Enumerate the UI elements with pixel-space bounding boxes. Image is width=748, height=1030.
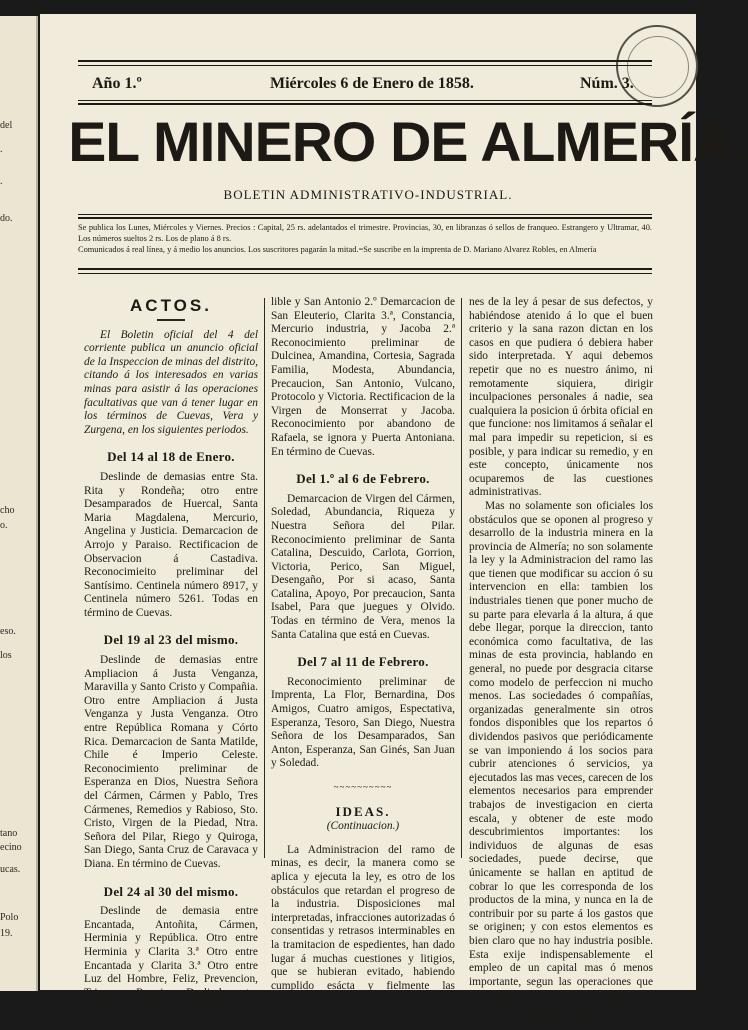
article-paragraph: La Administracion del ramo de minas, es decir, la manera como se aplica y ejecuta la ley, es otro de los obstáculos que retardan el progreso de la industria. Disposiciones mal interpretadas, infracciones autorizadas ó consentidas y retrasos interminables en la tramitacion de espedientes, han dado lugar á muchas cuestiones y litigios, que se hubieran evitado, habiendo cumplido esácta y fielmente las prescripcio- [271,843,455,1006]
notice-line: Se publica los Lunes, Miércoles y Viernes. Precios : Capital, 25 rs. adelantados el trimestre. Provincias, 30, en libranzas ó sellos de franqueo. Estrangero y Ultramar, 40. Los números sueltos 2 rs. Los de plano á 8 rs. [78,223,652,243]
left-fragment: do. [0,213,13,224]
notice-rule-bottom-thin [78,273,652,274]
masthead-subtitle: BOLETIN ADMINISTRATIVO-INDUSTRIAL. [223,187,513,202]
period-heading: Del 14 al 18 de Enero. [107,449,235,465]
library-stamp-icon [616,25,698,107]
top-rule-thin [78,65,652,66]
ideas-subheading: (Continuacion.) [326,820,400,833]
left-fragment: o. [0,520,8,531]
column-divider [461,298,462,858]
notice-rule-bottom [78,268,652,270]
article-paragraph: Deslinde de demasias entre Ampliacion á Justa Venganza, Maravilla y Santo Cristo y Compañia. Otro entre Ampliacion á Justa Venganza y Justa Venganza. Otro entre República Romana y Córto Rica. Demarcacion de Santa Matilde, Chile é Imperio Celeste. Reconocimiento preliminar de Esperanza en Dios, Nuestra Señora del Cármen, Cármen y Pablo, Tres Cármenes, Remedios y Rabioso, Sto. Cristo, Virgen de la Piedad, Ntra. Señora del Pilar, Riego y Quiroga, San Diego, Santa Cruz de Caravaca y Diana. En término de Cuevas. [84,654,258,870]
article-paragraph: Mas no solamente son oficiales los obstáculos que se oponen al progreso y desarrollo de la industria minera en la provincia de Almería; no son solamente la ley y la Administracion del ramo las que tienen que modificar su accion ó su intervencion en ella: tambien los industriales tienen que poner mucho de su parte para elevarla á la altura, á que debe llegar, porque la direccion, tanto económica como facultativa, de las minas de esta provincia, hablando en general, no puede por desgracia citarse como modelo de perfeccion ni mucho menos. Las sociedades ó compañías, organizadas generalmente sin otros fondos disponibles que los repartos ó dividendos pasivos que periódicamente se van imponiendo á los socios para cubrir atenciones ó servicios, ya ejecutados las mas veces, carecen de los elementos necesarios para emprender trabajos de investigacion en cierta escala, y obtener de este modo descubrimientos importantes: los individuos de algunas de esas sociedades, puede decirse, que únicamente se hallan en aptitud de cobrar lo que les corresponda de los productos de la mina, y nunca en la de contribuir por su parte á los gastos que se originen; y con estos elementos es bien claro que no hay industria posible. Esta exije indispensablemente el empleo de un capital mas ó menos importante, segun las operaciones que la sociedad ó empresa se proponga, y de él no hay razon para esperar sino un interés ó rendimiento anual, mas alto [469,499,653,1029]
left-fragment: Polo [0,912,19,923]
left-fragment: eso. [0,626,16,637]
left-fragment: tano [0,828,18,839]
column-3 [469,296,653,1030]
masthead-title: EL MINERO DE ALMERÍA. [68,110,748,173]
period-heading: Del 19 al 23 del mismo. [103,632,239,648]
top-rule [78,60,652,62]
newspaper-page [40,14,748,1029]
notice-line: Comunicados á real línea, y á medio los anuncios. Los suscritores pagarán la mitad.=Se suscribe en la imprenta de D. Mariano Alvarez Robles, en Almería [78,245,597,254]
separator: ~~~~~~~~~~ [333,782,393,792]
notice-rule-top [78,214,652,215]
left-fragment: . [0,176,3,187]
column-2 [271,296,455,1007]
adjacent-page-edge [0,16,38,991]
left-fragment: del [0,120,13,131]
period-heading: Del 7 al 11 de Febrero. [297,654,429,670]
article-paragraph: nes de la ley á pesar de sus defectos, y habiéndose atenido á lo que el buen criterio y la sana razon dictan en los casos en que pudiera ó debiera haber sido interpretada. Y aqui debemos repetir que no es nuestro ánimo, ni remotamente siquiera, dirigir inculpaciones personales á nadie, sea cualquiera la posicion ú órbita oficial en que funcione: nos limitamos á señalar el mal para impedir su repeticion, si es posible, y para indicar su remedio, y en este concepto, únicamente nos ocuparemos de las cuestiones administrativas. [469,296,653,499]
article-paragraph: lible y San Antonio 2.º Demarcacion de San Eleuterio, Clarita 3.ª, Constancia, Mercurio industria, y Jacoba 2.ª Reconocimiento preliminar de Dulcinea, Amandina, Cortesia, Sagrada Familia, Modesta, Abundancia, Precaucion, San Antonio, Vulcano, Protocolo y Victoria. Rectificacion de la Virgen de Monserrat y Jacoba. Reconocimiento por abandono de Rafaela, se ignora y Puerta Antoniana. En término de Cuevas. [271,296,455,458]
article-paragraph: Reconocimiento preliminar de Imprenta, La Flor, Bernardina, Dos Amigos, Cuatro amigos, Espectativa, Esperanza, Tesoro, San Diego, Nuestra Señora de los Desamparados, San Anton, Esperanza, San Ginés, San Juan y Soledad. [271,675,455,770]
left-fragment: 19. [0,928,13,939]
ideas-heading: IDEAS. [335,803,391,819]
left-fragment: ecino [0,842,22,853]
notice-rule-top-thick [78,217,652,219]
article-intro: El Boletin oficial del 4 del corriente publica un anuncio oficial de la Inspeccion de minas del distrito, citando á los interesados en varias minas para asistir á las operaciones facultativas que van á tener lugar en los términos de Cuevas, Vera y Zurgena, en los siguientes periodos. [84,328,258,436]
left-fragment: ucas. [0,864,21,875]
column-divider [264,298,265,858]
period-heading: Del 1.º al 6 de Febrero. [296,471,430,487]
left-fragment: . [0,144,3,155]
period-heading: Del 24 al 30 del mismo. [103,883,239,899]
article-paragraph: Deslinde de demasias entre Sta. Rita y Rondeña; otro entre Desamparados de Huercal, Santa Maria Magdalena, Mercurio, Angelina y Justicia. Demarcacion de Arrojo y Paraiso. Rectificacion de Observacion á Castadiva. Reconocimieito preliminar del Santísimo. Centinela número 8917, y Centinela número 5261. Todas en término de Cuevas. [84,470,258,619]
issue-year: Año 1.º [92,75,142,92]
section-heading: ACTOS. [130,296,212,315]
issue-date: Miércoles 6 de Enero de 1858. [270,75,474,92]
header-rule-thick [78,103,652,105]
left-fragment: cho [0,505,15,516]
issue-number: Núm. 3. [580,75,634,92]
article-paragraph: Deslinde de demasia entre Encantada, Antoñita, Cármen, Herminia y República. Otro entre Herminia y Clarita 3.ª Otro entre Encantada y Clarita 3.ª Otro entre Luz del Hombre, Feliz, Prevencion, Triana y Reunion. Deslinde entre varias minas de la empresa Infa- [84,905,258,1013]
divider [157,319,185,321]
column-1 [84,296,258,1014]
left-fragment: los [0,650,12,661]
subscription-notice [78,222,652,255]
article-paragraph: Demarcacion de Virgen del Cármen, Soledad, Abundancia, Riqueza y Nuestra Señora del Pilar. Reconocimiento preliminar de Santa Catalina, Descuido, Carlota, Gorrion, Victoria, Perico, San Miguel, Desengaño, Por si acaso, Santa Catalina, Apoyo, Por precaucion, Santa Isabel, Para que juegues y Olvido. Todas en término de Vera, menos la Santa Catalina que está en Cuevas. [271,492,455,641]
header-rule [78,100,652,101]
